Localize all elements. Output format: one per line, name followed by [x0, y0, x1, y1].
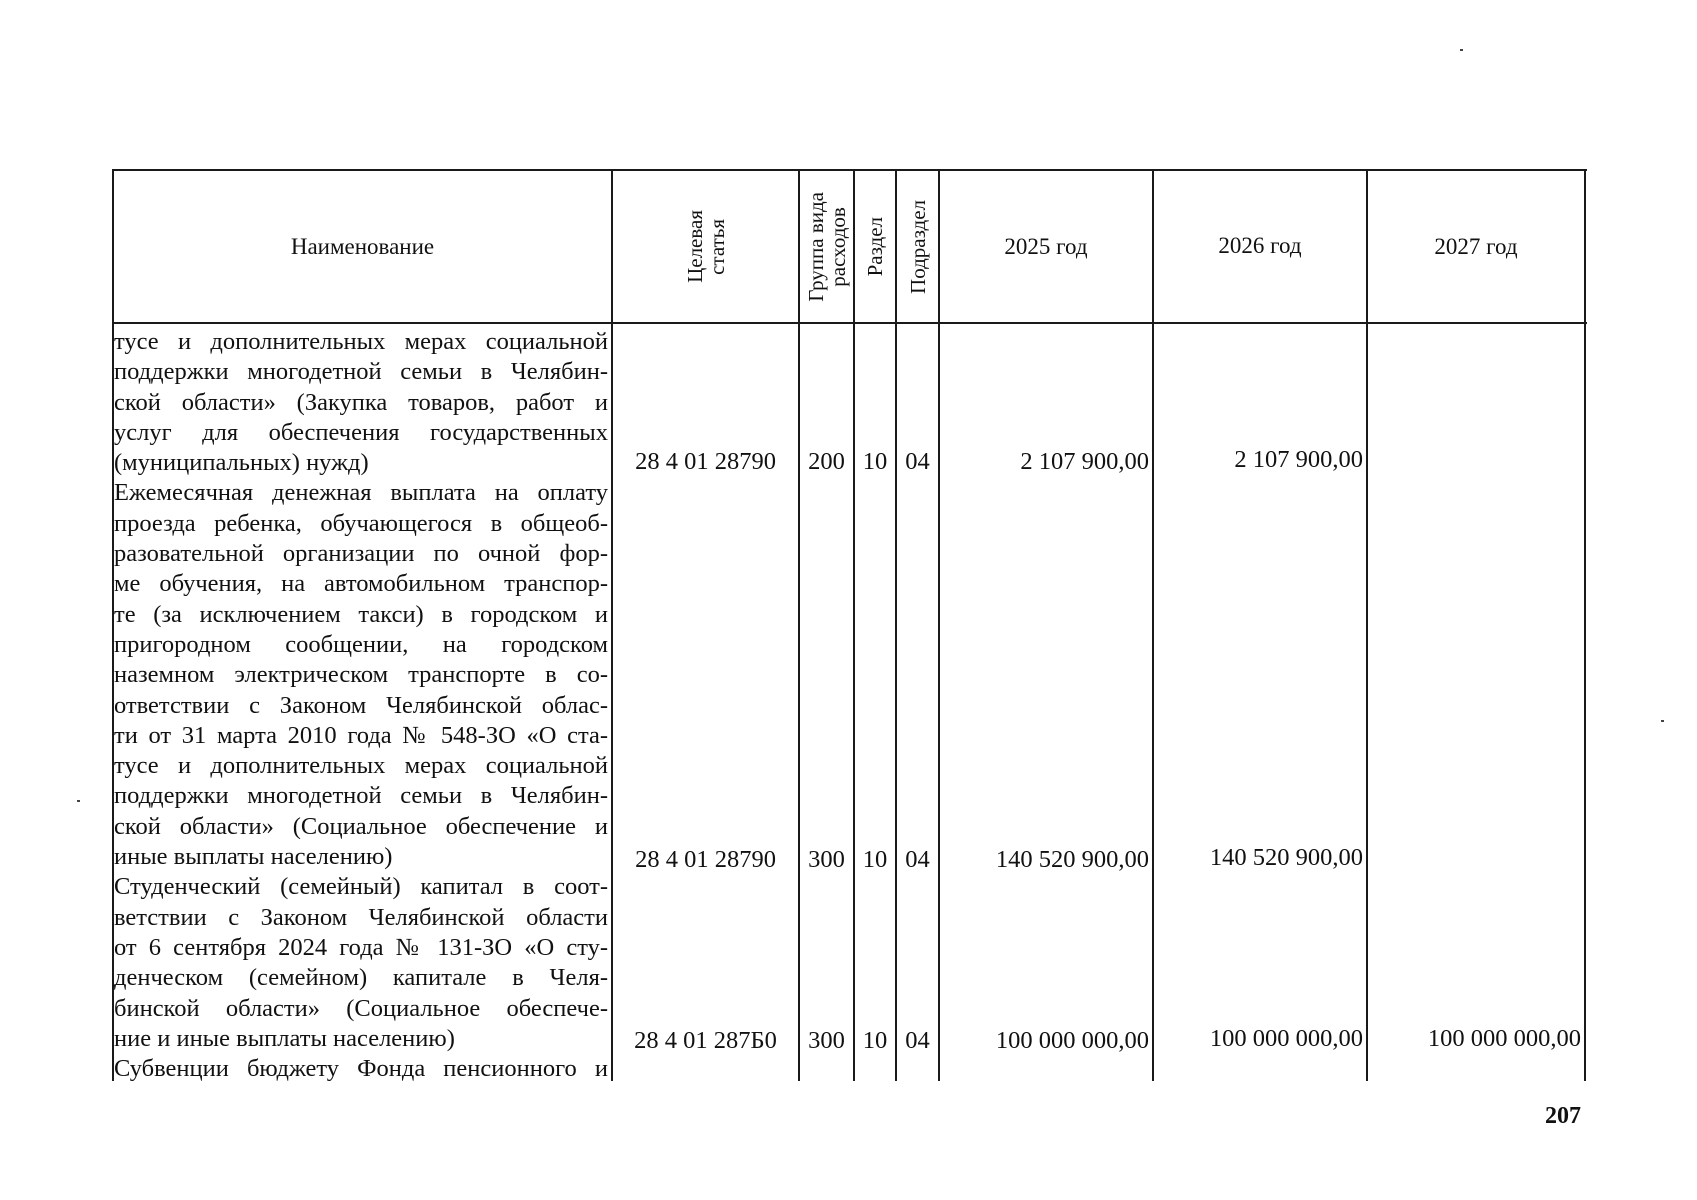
cell-2025: 2 107 900,00 — [1020, 448, 1149, 475]
name-line: разовательной организации по очной фор- — [114, 540, 608, 568]
header-target-label — [684, 210, 728, 283]
header-2026 — [1154, 171, 1366, 319]
header-group — [800, 171, 853, 322]
name-line: ти от 31 марта 2010 года № 548-ЗО «О ста- — [114, 721, 608, 749]
header-group-line1: Группа вида — [803, 191, 828, 302]
header-2027 — [1368, 171, 1584, 322]
cell-2027: 100 000 000,00 — [1427, 1025, 1581, 1052]
cell-group: 300 — [808, 846, 845, 873]
header-subsection-label: Подраздел — [905, 199, 930, 294]
cell-target: 28 4 01 28790 — [635, 846, 776, 873]
name-line: Субвенции бюджету Фонда пенсионного и — [114, 1055, 608, 1083]
name-line: ме обучения, на автомобильном транспор- — [114, 570, 608, 598]
scan-speck — [1460, 49, 1463, 51]
cell-target: 28 4 01 28790 — [635, 448, 776, 475]
cell-2026: 2 107 900,00 — [1234, 446, 1363, 473]
name-line: услуг для обеспечения государственных — [114, 418, 608, 446]
cell-section: 10 — [862, 1027, 888, 1054]
cell-2026: 140 520 900,00 — [1209, 844, 1363, 871]
name-line: (муниципальных) нужд) — [114, 449, 369, 477]
header-2025-label: 2025 год — [1004, 234, 1088, 259]
name-line: те (за исключением такси) в городском и — [114, 600, 608, 628]
header-subsection — [897, 171, 938, 322]
cell-subsection: 04 — [905, 846, 930, 873]
name-line: от 6 сентября 2024 года № 131-ЗО «О сту- — [114, 933, 608, 961]
name-line: ответствии с Законом Челябинской облас- — [114, 691, 608, 719]
header-name — [114, 171, 611, 322]
name-column — [114, 327, 608, 1084]
name-line: Ежемесячная денежная выплата на оплату — [114, 479, 608, 507]
header-group-line2: расходов — [825, 206, 850, 287]
name-line: Студенческий (семейный) капитал в соот- — [114, 873, 608, 901]
cell-subsection: 04 — [905, 1027, 930, 1054]
header-group-label — [805, 192, 849, 302]
header-2026-label: 2026 год — [1218, 232, 1302, 258]
header-2025 — [940, 171, 1152, 322]
name-line: тусе и дополнительных мерах социальной — [114, 328, 608, 355]
header-target — [613, 171, 798, 322]
name-line: ской области» (Закупка товаров, работ и — [114, 388, 608, 416]
cell-subsection: 04 — [905, 448, 930, 475]
header-section — [855, 171, 895, 322]
scan-speck — [77, 800, 80, 802]
header-2027-label: 2027 год — [1434, 234, 1518, 259]
cell-section: 10 — [862, 448, 888, 475]
col-border-right — [1584, 169, 1586, 1081]
name-line: ние и иные выплаты населению) — [114, 1024, 455, 1052]
cell-2026: 100 000 000,00 — [1209, 1025, 1363, 1052]
cell-target: 28 4 01 287Б0 — [634, 1027, 777, 1054]
cell-section: 10 — [862, 846, 888, 873]
header-target-line1: Целевая — [682, 210, 707, 283]
name-line: проезда ребенка, обучающегося в общеоб- — [114, 509, 608, 537]
name-line: тусе и дополнительных мерах социальной — [114, 752, 608, 780]
name-line: ской области» (Социальное обеспечение и — [114, 812, 608, 840]
header-target-line2: статья — [704, 218, 729, 275]
header-section-label: Раздел — [863, 216, 887, 277]
name-line: ветствии с Законом Челябинской области — [114, 903, 608, 931]
cell-2025: 100 000 000,00 — [995, 1027, 1149, 1054]
name-line: поддержки многодетной семьи в Челябин- — [114, 358, 608, 386]
name-line: пригородном сообщении, на городском — [114, 630, 608, 658]
cell-group: 200 — [808, 448, 845, 475]
name-line: денческом (семейном) капитале в Челя- — [114, 964, 608, 992]
name-line: поддержки многодетной семьи в Челябин- — [114, 782, 608, 810]
name-line: наземном электрическом транспорте в со- — [114, 661, 608, 689]
cell-group: 300 — [808, 1027, 845, 1054]
cell-2025: 140 520 900,00 — [995, 846, 1149, 873]
name-line: бинской области» (Социальное обеспече- — [114, 994, 608, 1022]
page-number: 207 — [1545, 1103, 1581, 1129]
scan-speck — [1661, 720, 1664, 722]
name-line: иные выплаты населению) — [114, 843, 393, 871]
header-name-label: Наименование — [290, 234, 435, 259]
